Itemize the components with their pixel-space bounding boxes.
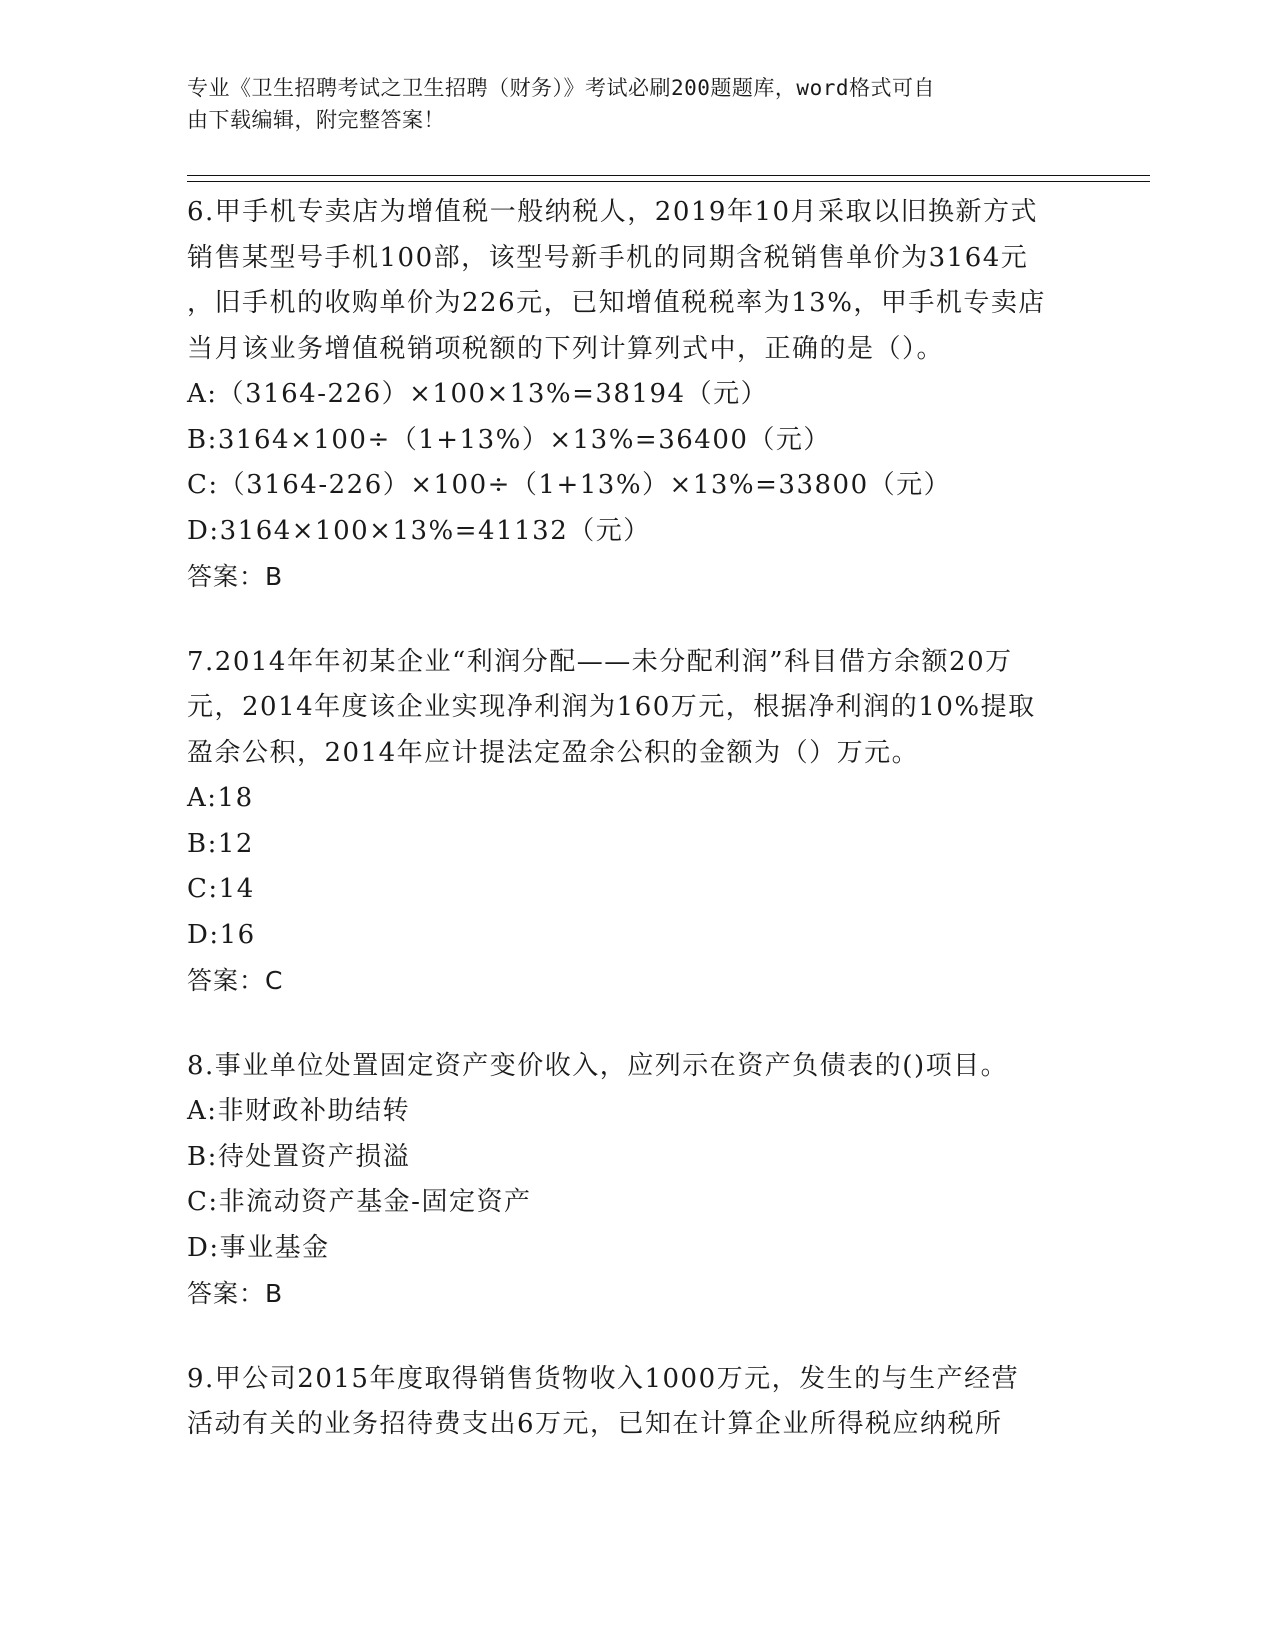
option-a: A:18 xyxy=(187,783,254,813)
option-c: C:非流动资产基金-固定资产 xyxy=(187,1187,532,1217)
stem-line: 6.甲手机专卖店为增值税一般纳税人，2019年10月采取以旧换新方式 xyxy=(187,197,1039,227)
option-b: B:12 xyxy=(187,828,254,859)
document-header xyxy=(187,72,1067,136)
stem-line: 9.甲公司2015年度取得销售货物收入1000万元，发生的与生产经营 xyxy=(187,1363,1020,1394)
answer-line: 答案：B xyxy=(187,562,284,591)
option-b: B:3164×100÷（1+13%）×13%=36400（元） xyxy=(187,424,831,455)
stem-line: 销售某型号手机100部，该型号新手机的同期含税销售单价为3164元 xyxy=(187,242,1029,273)
question-stem xyxy=(187,1044,1087,1090)
stem-line: 活动有关的业务招待费支出6万元，已知在计算企业所得税应纳税所 xyxy=(187,1409,1003,1439)
question-8 xyxy=(187,1044,1087,1317)
answer-line: 答案：C xyxy=(187,966,284,995)
option-d: D:16 xyxy=(187,919,256,950)
option-b: B:待处置资产损溢 xyxy=(187,1141,411,1172)
question-stem xyxy=(187,190,1087,372)
stem-line: 盈余公积，2014年应计提法定盈余公积的金额为（）万元。 xyxy=(187,737,920,768)
question-stem xyxy=(187,1357,1087,1448)
option-a: A:（3164-226）×100×13%=38194（元） xyxy=(187,379,769,409)
stem-line: 8.事业单位处置固定资产变价收入，应列示在资产负债表的()项目。 xyxy=(187,1050,1009,1081)
header-title-line-1: 专业《卫生招聘考试之卫生招聘（财务）》考试必刷200题题库，word格式可自 xyxy=(187,76,935,100)
stem-line: 7.2014年年初某企业“利润分配——未分配利润”科目借方余额20万 xyxy=(187,646,1013,677)
stem-line: 元，2014年度该企业实现净利润为160万元，根据净利润的10%提取 xyxy=(187,692,1036,722)
answer-line: 答案：B xyxy=(187,1279,284,1308)
option-c: C:14 xyxy=(187,874,255,904)
stem-line: 当月该业务增值税销项税额的下列计算列式中，正确的是（）。 xyxy=(187,333,945,364)
option-a: A:非财政补助结转 xyxy=(187,1096,411,1126)
question-list xyxy=(187,190,1087,1488)
option-d: D:3164×100×13%=41132（元） xyxy=(187,515,651,546)
header-divider-bottom xyxy=(187,181,1150,182)
header-divider-top xyxy=(187,175,1150,176)
question-9 xyxy=(187,1357,1087,1448)
stem-line: ，旧手机的收购单价为226元，已知增值税税率为13%，甲手机专卖店 xyxy=(187,288,1046,318)
header-title-line-2: 由下载编辑，附完整答案！ xyxy=(187,108,445,132)
question-stem xyxy=(187,640,1087,777)
question-6 xyxy=(187,190,1087,600)
option-d: D:事业基金 xyxy=(187,1232,330,1263)
question-7 xyxy=(187,640,1087,1004)
option-c: C:（3164-226）×100÷（1+13%）×13%=33800（元） xyxy=(187,470,952,500)
